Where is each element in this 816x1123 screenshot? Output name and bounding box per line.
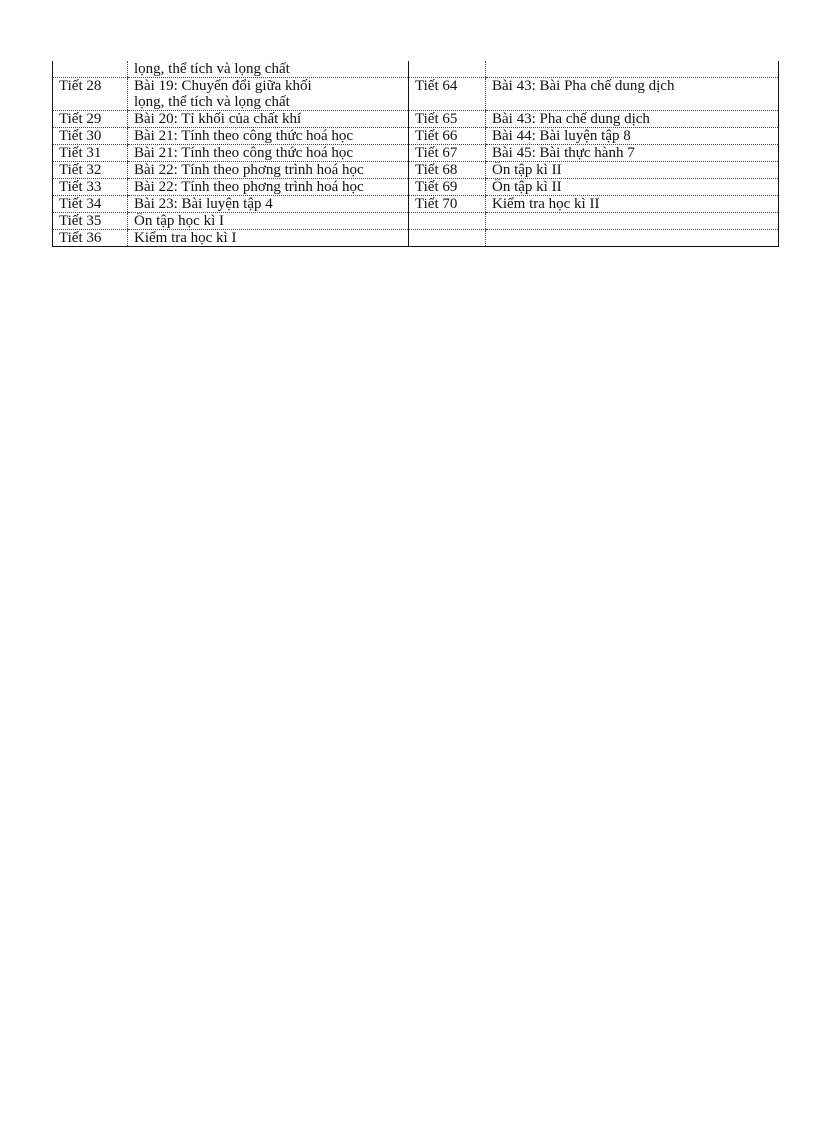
lesson-cell xyxy=(486,128,779,145)
period-cell xyxy=(409,230,486,247)
lesson-line: Bài 20: Tỉ khối của chất khí xyxy=(134,111,302,127)
lesson-line: Bài 44: Bài luyện tập 8 xyxy=(492,128,631,144)
table-row xyxy=(53,111,779,128)
period-cell: Tiết 36 xyxy=(53,230,128,247)
period-cell xyxy=(409,213,486,230)
table-row xyxy=(53,179,779,196)
table-row xyxy=(53,128,779,145)
lesson-line: Bài 43: Pha chế dung dịch xyxy=(492,111,650,127)
table-row xyxy=(53,213,779,230)
lesson-cell xyxy=(128,162,409,179)
lesson-line: Kiểm tra học kì I xyxy=(134,230,237,246)
lesson-cell xyxy=(486,78,779,111)
lesson-cell xyxy=(486,213,779,230)
lesson-line: lọng, thể tích và lọng chất xyxy=(134,61,290,77)
table-row xyxy=(53,230,779,247)
lesson-cell xyxy=(128,196,409,213)
period-cell: Tiết 30 xyxy=(53,128,128,145)
period-cell: Tiết 32 xyxy=(53,162,128,179)
period-cell xyxy=(53,61,128,78)
lesson-cell xyxy=(128,78,409,111)
lesson-line: lọng, thể tích và lọng chất xyxy=(134,94,290,110)
lesson-line: Ôn tập kì II xyxy=(492,162,562,178)
table-row xyxy=(53,78,779,111)
lesson-line: Bài 19: Chuyển đổi giữa khối xyxy=(134,78,312,94)
period-cell: Tiết 67 xyxy=(409,145,486,162)
period-cell: Tiết 70 xyxy=(409,196,486,213)
period-cell: Tiết 31 xyxy=(53,145,128,162)
lesson-cell xyxy=(128,111,409,128)
period-cell: Tiết 65 xyxy=(409,111,486,128)
lesson-line: Bài 43: Bài Pha chế dung dịch xyxy=(492,78,675,94)
lesson-line: Bài 21: Tính theo công thức hoá học xyxy=(134,128,354,144)
lesson-line: Bài 22: Tính theo phơng trình hoá học xyxy=(134,162,364,178)
lesson-cell xyxy=(128,213,409,230)
period-cell xyxy=(409,61,486,78)
lesson-cell xyxy=(486,61,779,78)
period-cell: Tiết 64 xyxy=(409,78,486,111)
period-cell: Tiết 34 xyxy=(53,196,128,213)
period-cell: Tiết 28 xyxy=(53,78,128,111)
lesson-cell xyxy=(486,196,779,213)
table-row xyxy=(53,196,779,213)
table-row xyxy=(53,145,779,162)
lesson-line: Bài 45: Bài thực hành 7 xyxy=(492,145,635,161)
period-cell: Tiết 66 xyxy=(409,128,486,145)
lesson-line: Bài 23: Bài luyện tập 4 xyxy=(134,196,273,212)
lesson-cell xyxy=(486,145,779,162)
lesson-cell xyxy=(486,230,779,247)
lesson-line: Ôn tập học kì I xyxy=(134,213,224,229)
lesson-cell xyxy=(128,61,409,78)
table-row xyxy=(53,61,779,78)
lesson-schedule-table xyxy=(52,61,779,247)
lesson-line: Ôn tập kì II xyxy=(492,179,562,195)
lesson-cell xyxy=(128,230,409,247)
table-row xyxy=(53,162,779,179)
lesson-cell xyxy=(486,162,779,179)
period-cell: Tiết 69 xyxy=(409,179,486,196)
period-cell: Tiết 68 xyxy=(409,162,486,179)
lesson-cell xyxy=(128,128,409,145)
lesson-cell xyxy=(128,145,409,162)
period-cell: Tiết 35 xyxy=(53,213,128,230)
lesson-line: Bài 21: Tính theo công thức hoá học xyxy=(134,145,354,161)
lesson-line: Kiểm tra học kì II xyxy=(492,196,600,212)
lesson-cell xyxy=(486,179,779,196)
period-cell: Tiết 29 xyxy=(53,111,128,128)
lesson-cell xyxy=(128,179,409,196)
lesson-line: Bài 22: Tính theo phơng trình hoá học xyxy=(134,179,364,195)
period-cell: Tiết 33 xyxy=(53,179,128,196)
lesson-cell xyxy=(486,111,779,128)
